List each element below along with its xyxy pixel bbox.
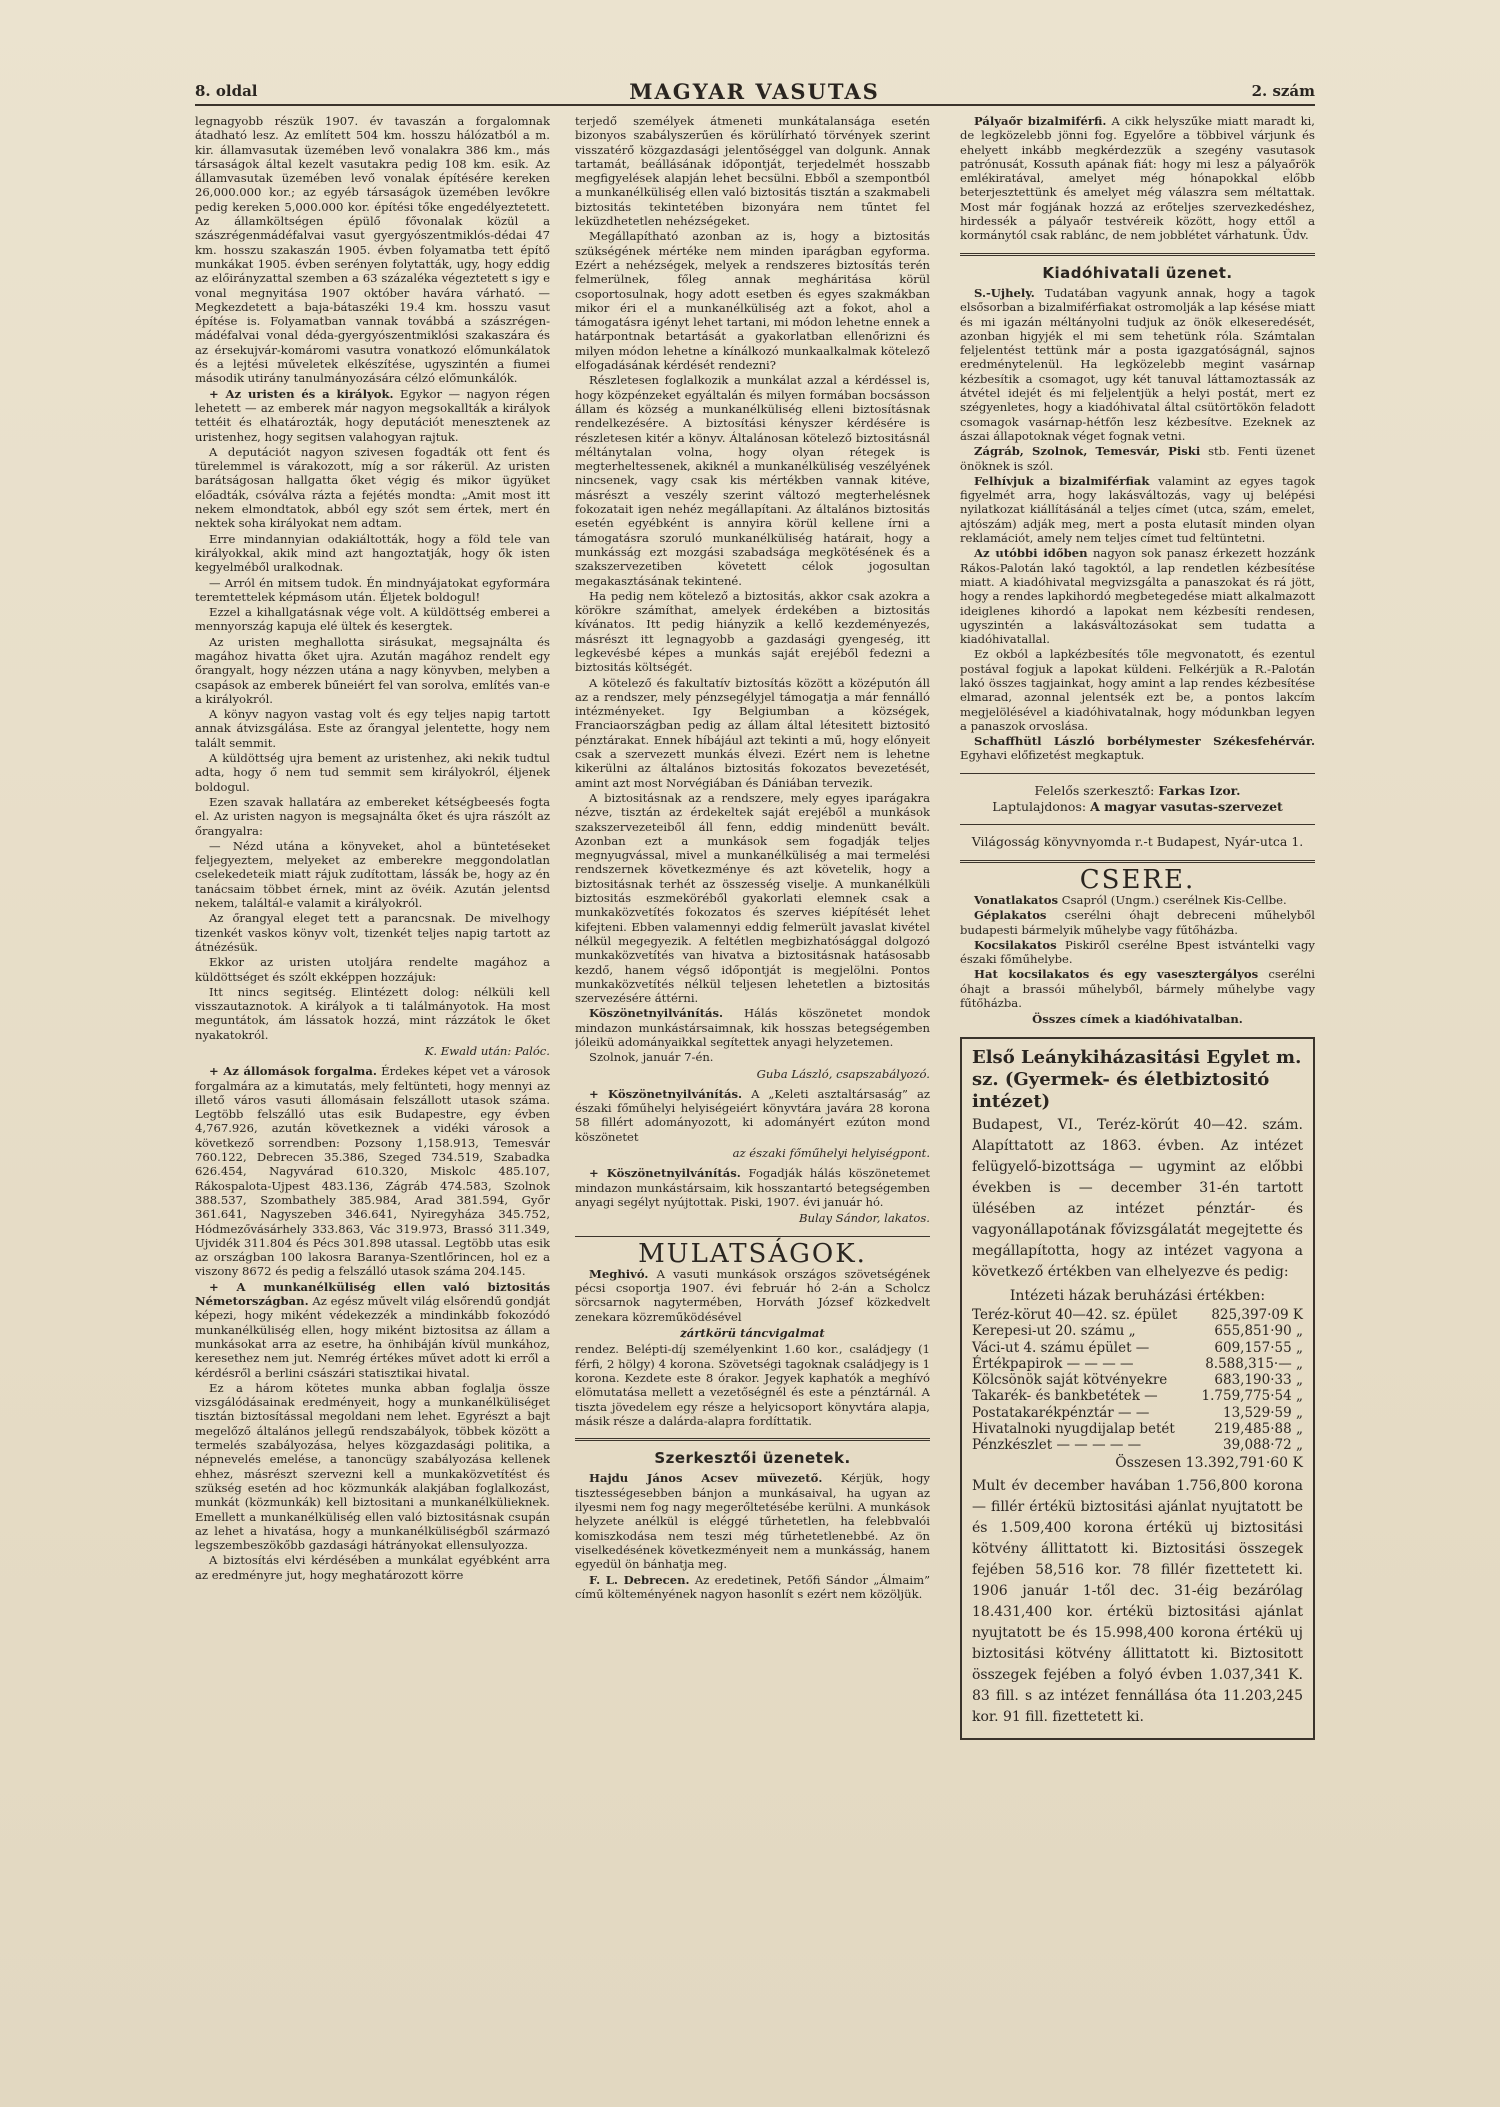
page-number: 8. oldal — [195, 82, 258, 100]
article-heading: + Az uristen és a királyok. — [209, 386, 394, 401]
office-text: Tudatában vagyunk annak, hogy a tagok elsősorban a bizalmiférfiakat ostromolják a lap késése miatt és mi igazán méltányolni tudjuk az önök elkeseredését, azonban higyjék el mi sem tehetünk róla. Számtalan feljelentést tettünk már a posta igazgatóságnál, sajnos eredménytelenül. Ha legközelebb megint vasárnap kézbesítik a csomagot, ugy két tanuval láttamoztassák az átvétel idejét és mi feljelentjük a helyi postát, mert ez szégyenletes, hogy a kiadóhivatal által csütörtökön feladott csomagok vasárnap-hétfőn lesz kézbesítve. Ezeknek az ászai állapotoknak véget fognak vetni. — [960, 285, 1315, 443]
ad-title: Első Leánykiházasitási Egylet m. sz. (Gyermek- és életbiztositó intézet) — [972, 1046, 1302, 1112]
office-heading: Felhívjuk a bizalmiférfiak — [974, 473, 1150, 488]
editorial-paragraph — [575, 1471, 930, 1571]
ad-asset-value: 13,529·59 „ — [1223, 1404, 1303, 1421]
article-paragraph: Megállapítható azonban az is, hogy a biztositás szükségének mértéke nem minden iparágban egyforma. Ezért a nehézségek, melyek a rendszeres biztosítás terén felmerülnek, főleg annak megháritása körül csoportosulnak, hogy adott esetben és egyes szakmákban mikor éri el a munkanélküliség azt a fokot, ahol a támogatásra igényt lehet tartani, mi módon lehetne ennek a határpontnak betartását a gyakorlatban ellenőrizni és milyen módon lehetne a kínálkozó munkaalkalmak kötelező elfogadásának kérdését rendezni? — [575, 229, 930, 373]
ad-asset-label: Teréz-körut 40—42. sz. épület — [972, 1306, 1178, 1323]
exchange-heading: Hat kocsilakatos és egy vasesztergályos — [974, 967, 1259, 982]
notice-text: Hálás köszönetet mondok mindazon munkástársaimnak, kik hosszas betegségemben jóleikü adományaikkal segítettek anyagi helyzetemen. — [575, 1006, 930, 1049]
editorial-text: Az eredetinek, Petőfi Sándor „Álmaim” című költeményének nagyon hasonlít s ezért nem közöljük. — [575, 1572, 930, 1601]
section-divider — [960, 773, 1315, 774]
owner-name: A magyar vasutas-szervezet — [1090, 799, 1283, 815]
ad-asset-label: Kölcsönök saját kötvényekre — [972, 1372, 1168, 1389]
notice-signature: az északi főműhelyi helyiségpont. — [732, 1146, 930, 1161]
exchange-heading: Kocsilakatos — [974, 937, 1057, 952]
article-paragraph: A biztosítás elvi kérdésében a munkálat egyébként arra az eredményre jut, hogy meghatározott körre — [195, 1553, 550, 1582]
column-3 — [960, 114, 1315, 2074]
section-divider — [575, 1236, 930, 1237]
notice-text: A „Keleti asztaltársaság” az északi főműhelyi helyiségeiért könyvtára javára 28 korona 58 fillért adományozott, ki adományért ezúton mond köszönetet — [575, 1086, 930, 1144]
editorial-heading: Pályaőr bizalmiférfi. — [974, 114, 1107, 128]
event-text: A vasuti munkások országos szövetségének pécsi csoportja 1907. évi február hó 2-án a Scholcz sörcsarnok nagytermében, Horváth József közkedvelt zenekara közreműködésével — [575, 1266, 930, 1324]
editorial-heading: F. L. Debrecen. — [589, 1572, 690, 1587]
article-paragraph: — Nézd utána a könyveket, ahol a büntetéseket feljegyeztem, melyeket az emberekre meggondolatlan cselekedeteik miatt rájuk zudítottam, lássák be, hogy az én tanácsaim többet érnek, mint az övéik. Azután jelentsd nekem, találtál-e valamit a királyokról. — [195, 838, 550, 911]
notice-heading: + Köszönetnyilvánítás. — [589, 1086, 743, 1101]
article-paragraph: Ekkor az uristen utoljára rendelte magához a küldöttséget és szólt ekképpen hozzájuk: — [195, 955, 550, 984]
ad-asset-row — [972, 1356, 1303, 1372]
ad-asset-label: Postatakarékpénztár — — — [972, 1404, 1150, 1421]
printer-line: Világosság könyvnyomda r.-t Budapest, Nyár-utca 1. — [971, 834, 1304, 850]
editorial-text: A cikk helyszűke miatt maradt ki, de legközelebb jönni fog. Egyelőre a többivel várjunk és ehelyett inkább megkérdezzük a szegény vasutasok patrónusát, Kossuth apának fiát: hogy mi lesz a pályaőrök emlékiratával, amelyet még hónapokkal előbb beterjesztettünk és amelyet még válaszra sem méltattak. Most már fogjának hozzá az erőteljes szervezkedéshez, hirdessék a pályaőr testvéreik között, hogy ettől a kormánytól csak rablánc, de nem jobblétet várhatunk. Üdv. — [960, 114, 1315, 243]
notice-paragraph — [575, 1006, 930, 1049]
exchange-paragraph — [960, 893, 1315, 907]
event-paragraph — [575, 1267, 930, 1324]
ad-asset-label: Hivatalnoki nyugdijalap betét — [972, 1421, 1175, 1437]
editor-name: Farkas Izor. — [1158, 782, 1241, 798]
ad-asset-row — [972, 1340, 1303, 1356]
ad-total: Összesen 13.392,791·60 K — [1115, 1454, 1303, 1471]
ad-asset-label: Kerepesi-ut 20. számu „ — [972, 1323, 1136, 1340]
section-divider — [960, 860, 1315, 863]
ad-asset-label: Takarék- és bankbetétek — — [972, 1388, 1158, 1405]
exchange-paragraph — [960, 967, 1315, 1010]
office-paragraph — [960, 286, 1315, 443]
section-title-kiadohivatali: Kiadóhivatali üzenet. — [1042, 263, 1233, 282]
article-paragraph: legnagyobb részük 1907. év tavaszán a forgalomnak átadható lesz. Az említett 504 km. hosszu hálózatból a m. kir. államvasutak üzemében levő vonalakra 386 km., más társaságok által kezelt vasutakra pedig 108 km. esik. Az államvasutak üzemében levő vonalak építésére kereken 26,000.000 kor.; az egyéb társaságok üzemében levőkre pedig kereken 5,000.000 kor. építési tőke engedélyeztetett. Az államköltségen épülő fővonalak közül a szászrégenmádéfalvai vasut gyergyószentmiklós-dédai 47 km. hosszu szakaszán 1905. évben folyamatba tett építő munkákat 1905. évben serényen folytatták, ugy, hogy eddig az előirányzattal szemben a 63 százaléka végeztetett s igy e vonal megnyitása 1907 október havára várható. — Megkezdetett a baja-bátaszéki 19.4 km. hosszu vasut építése is. Folyamatban vannak továbbá a szászrégen-mádéfalvai vonal déda-gyergyószentmiklósi szakaszára és az érsekujvár-komáromi vasutra vonatkozó előmunkálatok és a lejtési műveletek elkészítése, ugyszintén a fiumei második utirány tanulmányozására célzó előmunkálók. — [195, 114, 550, 386]
issue-number: 2. szám — [1251, 82, 1315, 100]
ad-asset-row — [972, 1307, 1303, 1323]
editorial-heading: Hajdu János Acsev müvezető. — [589, 1471, 823, 1486]
notice-heading: + Köszönetnyilvánítás. — [589, 1166, 741, 1181]
ad-asset-label: Értékpapirok — — — — — [972, 1355, 1134, 1372]
notice-paragraph: Szolnok, január 7-én. — [589, 1050, 714, 1065]
ad-asset-row — [972, 1388, 1303, 1404]
notice-signature: Guba László, csapszabályozó. — [756, 1066, 930, 1081]
office-paragraph — [960, 546, 1315, 646]
article-paragraph: A kötelező és fakultatív biztosítás között a középutón áll az a rendszer, mely pénzsegélyjel támogatja a már fennálló intézményeket. Igy Belgiumban a községek, Franciaországban pedig az állam által létesitett biztositó pénztárakat. Ennek híbájául azt tekinti a mű, hogy előnyeit csak a szervezett munkás élvezi. Ezért nem is lehetne kikerülni az általános biztositás fokozatos bevezetését, amint azt most Norvégiában és Dániában tervezik. — [575, 675, 930, 790]
ad-body: Budapest, VI., Teréz-körút 40—42. szám. Alapíttatott az 1863. évben. Az intézet felügyelő-bizottsága — ugymint az előbbi években is — december 31-én tartott ülésében az intézet pénztár- és vagyonállapotának fővizsgálatát megejtette és megállapította, hogy az intézet vagyona a következő értékben van elhelyezve és pedig: — [972, 1116, 1303, 1280]
editor-label: Felelős szerkesztő: — [1034, 782, 1155, 798]
exchange-heading: Vonatlakatos — [974, 892, 1059, 907]
notice-text: Fogadják hálás köszönetemet mindazon munkástársaim, kik hosszantartó betegségemben anyagi segélyt nyújtottak. Piski, 1907. évi január hó. — [575, 1166, 930, 1209]
section-divider — [960, 253, 1315, 256]
ad-asset-value: 825,397·09 K — [1211, 1306, 1303, 1323]
exchange-text: cserélni óhajt debreceni műhelyből budapesti bármelyik műhelybe vagy fűtőházba. — [960, 908, 1315, 937]
ad-asset-value: 655,851·90 „ — [1214, 1323, 1303, 1340]
notice-heading: Köszönetnyilvánítás. — [589, 1006, 724, 1021]
section-divider — [575, 1438, 930, 1441]
office-paragraph — [960, 734, 1315, 763]
article-text: Érdekes képet vet a városok forgalmára az a kimutatás, mely feltünteti, hogy mennyi az illető város vasuti állomásain felszállott utasok száma. Legtöbb felszálló utas esik Budapestre, egy évben 4,767.926, azután következnek a vidéki városok a következő sorrendben: Pozsony 1,158.913, Temesvár 760.122, Debrecen 35.386, Szeged 734.519, Szabadka 626.454, Nagyvárad 610.320, Miskolc 485.107, Rákospalota-Ujpest 483.136, Zágráb 474.583, Szolnok 388.537, Szombathely 385.984, Arad 381.594, Győr 361.641, Nagyszeben 346.641, Nyiregyháza 345.752, Hódmezővásárhely 333.863, Vác 319.973, Brassó 311.349, Ujvidék 311.804 és Pécs 301.898 utassal. Legtöbb utas esik az országban 100 lakosra Baranya-Szentlőrincen, hol ez a viszony 8672 és pedig a felszálló utasok száma 204.145. — [195, 1064, 550, 1279]
notice-paragraph — [575, 1087, 930, 1144]
article-paragraph: A könyv nagyon vastag volt és egy teljes napig tartott annak átvizsgálása. Este az őrangyal jelentette, hogy nem talált semmit. — [195, 707, 550, 750]
editorial-paragraph — [575, 1573, 930, 1602]
article-text: Egykor — nagyon régen lehetett — az emberek már nagyon megsokallták a királyok tettéit és elhatározták, hogy deputációt menesztenek az uristenhez, hogy segitsen valahogyan rajtuk. — [195, 386, 550, 444]
ad-asset-label: Pénzkészlet — — — — — — [972, 1437, 1142, 1454]
office-text: nagyon sok panasz érkezett hozzánk Rákos-Palotán lakó tagoktól, a lap rendetlen kézbesítése miatt. A kiadóhivatal megvizsgálta a panaszokat és rá jött, hogy a rendes lapkihordó megbetegedése miatt alkalmazott ideiglenes kihordó a lapokat nem kézbesíti rendesen, ugyszintén a lakásváltozásokat sem tudatta a kiadóhivatallal. — [960, 546, 1315, 647]
owner-line — [960, 800, 1315, 814]
exchange-text: Csapról (Ungm.) cserélnek Kis-Cellbe. — [1058, 892, 1287, 907]
owner-label: Laptulajdonos: — [992, 799, 1087, 815]
exchange-footer: Összes címek a kiadóhivatalban. — [1032, 1012, 1243, 1027]
office-paragraph: Ez okból a lapkézbesítés tőle megvonatott, és ezentul postával fogjuk a lapokat küldeni. Felkérjük a R.-Palotán lakó összes tagjainkat, hogy amint a lap rendes kézbesítése elmarad, azonnal jelentsék ezt be, a pontos lakcím megjelölésével a kiadóhivatalnak, hogy módunkban legyen a panaszok orvoslása. — [960, 647, 1315, 733]
office-heading: Schaffhütl László borbélymester Székesfehérvár. — [974, 734, 1315, 749]
editorial-text: Kérjük, hogy tisztességesebben bánjon a munkásaival, ha ugyan az ilyesmi nem fog nagy megerőltetésébe kerülni. A munkások helyzete anélkül is eléggé tűrhetetlen, ha felebbvalói komiszkodása nem teszi még tűrhetetlenebbé. Az ön viselkedésének következményeit nem a munkásság, hanem egyedül ön bánhatja meg. — [575, 1471, 930, 1572]
ad-asset-row — [972, 1323, 1303, 1339]
ad-asset-row — [972, 1437, 1303, 1453]
ad-asset-value: 39,088·72 „ — [1223, 1437, 1303, 1454]
article-paragraph: Az őrangyal eleget tett a parancsnak. De mivelhogy tizenkét vaskos könyv volt, tizenkét teljes napig tartott az átnézésük. — [195, 911, 550, 954]
ad-assets-table — [972, 1307, 1303, 1454]
ad-asset-row — [972, 1405, 1303, 1421]
exchange-paragraph — [960, 908, 1315, 937]
ad-asset-label: Váci-ut 4. számu épület — — [972, 1339, 1150, 1356]
ad-asset-value: 683,190·33 „ — [1214, 1372, 1303, 1389]
notice-signature: Bulay Sándor, lakatos. — [798, 1211, 930, 1226]
advertisement-box — [960, 1037, 1315, 1740]
event-highlight: zártkörü táncvigalmat — [680, 1326, 825, 1341]
exchange-text: cserélni óhajt a brassói műhelyből, bármely műhelybe vagy fűtőházba. — [960, 967, 1315, 1011]
article-paragraph: A deputációt nagyon szivesen fogadták ott fent és türelemmel is várakozott, míg a sor rákerül. Az uristen barátságosan hallgatta őket végig és mikor ügyüket előadták, csóválva rázta a fejétés mondta: „Amit most itt nekem elmondtatok, abból egy szót sem értek, mert én nektek soha királyokat nem adtam. — [195, 444, 550, 531]
ad-asset-value: 609,157·55 „ — [1214, 1339, 1303, 1356]
masthead: MAGYAR VASUTAS — [629, 78, 880, 104]
editor-line — [960, 784, 1315, 798]
article-signature: K. Ewald után: Palóc. — [424, 1044, 550, 1058]
ad-asset-value: 1.759,775·54 „ — [1201, 1388, 1303, 1405]
office-heading: Zágráb, Szolnok, Temesvár, Piski — [974, 444, 1201, 459]
event-heading: Meghivó. — [589, 1266, 649, 1281]
ad-asset-value: 8.588,315·— „ — [1205, 1355, 1303, 1372]
article-paragraph: Az uristen meghallotta sirásukat, megsajnálta és magához hivatta őket ujra. Azután magához rendelt egy őrangyalt, hogy nézzen utána a nagy könyvben, melyben a csapások az emberek bűneiért fel van sorolva, említés van-e a királyokról. — [195, 634, 550, 706]
office-text: Egyhavi előfizetést megkaptuk. — [960, 748, 1145, 763]
section-divider — [960, 824, 1315, 825]
section-title-csere: CSERE. — [1079, 864, 1196, 895]
article-paragraph: Itt nincs segitség. Elintézett dolog: nélküli kell visszautaznotok. A királyok a ti találmányotok. Ha most meguntátok, ám lássatok hozzá, mint rázzátok le őket nyakatokról. — [195, 984, 550, 1042]
article-paragraph: Erre mindannyian odakiáltották, hogy a föld tele van királyokkal, akik mind azt hangoztatják, hogy ők isten kegyelméből uralkodnak. — [195, 531, 550, 575]
office-heading: S.-Ujhely. — [974, 285, 1035, 300]
office-text: stb. Fenti üzenet önöknek is szól. — [960, 444, 1315, 473]
editorial-paragraph — [960, 114, 1315, 243]
exchange-paragraph — [960, 938, 1315, 967]
article-paragraph: Ha pedig nem kötelező a biztositás, akkor csak azokra a körökre számíthat, amelyek érdekében a biztositás kívánatos. Itt pedig hiányzik a kellő kezdeményezés, másrészt itt legnagyobb a gazdasági gyengeség, itt legkevésbé képes a munkás saját erejéből fedezni a biztositás költségét. — [575, 588, 930, 675]
event-paragraph: rendez. Belépti-díj személyenkint 1.60 kor., családjegy (1 férfi, 2 hölgy) 4 korona. Szövetségi tagoknak családjegy is 1 korona. Kezdete este 8 órakor. Jegyek kaphatók a meghívó elömutatása mellett a vezetőségnél és este a pénztárnál. A tiszta jövedelem egy része a helyicsoport könyvtára alapja, másik része a dalárda-alapra fordíttatik. — [575, 1342, 930, 1428]
article-paragraph: terjedő személyek átmeneti munkátalansága esetén bizonyos szabályszerűen és körülírható törvények szerint visszatérő közgazdasági jelentőséggel van dolgunk. Annak tartamát, beállásának időpontját, terjedelmét hosszabb megfigyelések alapján lehet becsülni. Ebből a szempontból a munkanélküliség ellen való biztositás tisztán a szakmabeli biztositás tekintetében bizonyára nem tűntet fel leküzdhetetlen nehézségeket. — [575, 114, 930, 229]
ad-asset-row — [972, 1421, 1303, 1437]
notice-paragraph — [575, 1166, 930, 1209]
exchange-heading: Géplakatos — [974, 908, 1047, 923]
article-heading: + A munkanélküliség ellen való biztositás Németországban. — [195, 1279, 550, 1309]
column-1 — [195, 114, 550, 2074]
office-paragraph — [960, 474, 1315, 545]
ad-asset-row — [972, 1372, 1303, 1388]
article-paragraph — [195, 1064, 550, 1278]
page-header — [195, 78, 1315, 106]
column-2 — [575, 114, 930, 2074]
article-paragraph: Részletesen foglalkozik a munkálat azzal a kérdéssel is, hogy közpénzeket egyáltalán és milyen formában bocsásson állam és község a munkanélküliség elleni biztosításnak rendelkezésére. A biztosítási kényszer kérdésére is részletesen kitér a könyv. Általánosan kötelező biztositásnál méltánytalan volna, hogy olyan rétegek is megterheltessenek, akiknél a munkanélküliség veszélyének nincsenek, vagy csak kis mértékben vannak kitéve, másrészt a veszély szerint változó megterhelésnek fokozatait igen nehéz megállapítani. Az általános biztositás esetén egyébként is annyira körül kellene írni a támogatásra szoruló munkanélküliség határait, hogy a munkásság ezt mozgási szabadsága megkötésének és a szakszervezetiben követett célok jogosultan megakasztásának tekintené. — [575, 373, 930, 588]
office-text: valamint az egyes tagok figyelmét arra, hogy lakásváltozás, vagy uj belépési nyilatkozat kiállításánál a teljes címet (utca, szám, emelet, ajtószám) adják meg, mert a posta elutasít minden olyan reklamációt, amely nem teljes címet tud feltüntetni. — [960, 473, 1315, 546]
section-title-mulatsagok: MULATSÁGOK. — [638, 1238, 867, 1269]
article-heading: + Az állomások forgalma. — [209, 1064, 377, 1079]
article-paragraph: A biztositásnak az a rendszere, mely egyes iparágakra nézve, tisztán az érdekeltek saját erejéből a munkások szakszervezeteiből áll fenn, eddig mindenütt bevált. Azonban ezt a munkások sem fogadják teljes megnyugvással, mivel a munkanélküliség a mai termelési rendszernek következménye és azt követelik, hogy a biztositásnak terhét az összesség viselje. A munkanélküli biztositás eszmeköréből gyakorlati elemnek csak a munkaközvetítés fokozatos és szerves kiépítését lehet kifejteni. Ebben valamennyi eddig felmerült javaslat kivétel nélkül megegyezik. A feltétlen megbizhatósággal dolgozó munkaközvetítés van hivatva a biztositásnak hatásosabb kezdő, hanem végső időpontját is megjelölni. Pontos munkaközvetítés nélkül teljesen lehetetlen a biztositás szervezésére áttérni. — [575, 790, 930, 1006]
ad-footer: Mult év december havában 1.756,800 korona — fillér értékü biztositási ajánlat nyujtatott be és 1.509,400 korona értékü uj biztositási kötvény állittatott ki. Biztositási összegek fejében 58,516 kor. 78 fillér fizettetett ki. 1906 január 1-től dec. 31-éig bezárólag 18.431,400 kor. értékü biztositási ajánlat nyujtatott be és 15.998,400 korona értékü uj biztositási kötvény állittatott ki. Biztositott összegek fejében a folyó évben 1.037,341 K. 83 fill. s az intézet fennállása óta 11.203,245 kor. 91 fill. fizettetett ki. — [972, 1477, 1303, 1725]
section-title-szerkesztoi: Szerkesztői üzenetek. — [654, 1449, 851, 1468]
article-paragraph — [195, 387, 550, 444]
office-paragraph — [960, 444, 1315, 473]
article-paragraph — [195, 1280, 550, 1380]
article-paragraph: — Arról én mitsem tudok. Én mindnyájatokat egyformára teremtettelek képmásom után. Éljetek boldogul! — [195, 575, 550, 604]
article-paragraph: Ezzel a kihallgatásnak vége volt. A küldöttség emberei a mennyország kapuja elé ültek és kesergtek. — [195, 605, 550, 634]
office-heading: Az utóbbi időben — [974, 546, 1088, 561]
article-paragraph: Ez a három kötetes munka abban foglalja össze vizsgálódásainak eredményeit, hogy a munkanélküliséget tisztán biztosítással megoldani nem lehet. Egyrészt a bajt megelőző általános jellegű rendszabályok, többek között a termelés szabályozása, helyes közgazdasági politika, a népnevelés emelése, a tanoncügy szabályozása kellenek ehhez, másrészt szervezni kell a munkaközvetítést és szükség esetén ad hoc közmunkák alakjában foglalkozást, munkát (közmunkák) kell biztositani a munkanélkülieknek. Emellett a munkanélküliség ellen való biztositásnak csupán az lehet a hivatása, hogy a munkanélküliségből származó legszembeszökőbb gazdasági hátrányokat ellensulyozza. — [195, 1380, 550, 1553]
exchange-text: Piskiről cserélne Bpest istvántelki vagy északi főműhelybe. — [960, 937, 1315, 967]
article-paragraph: A küldöttség ujra bement az uristenhez, aki nekik tudtul adta, hogy ő nem tud semmit sem királyokról, éljenek boldogul. — [195, 751, 550, 794]
article-text: Az egész művelt világ elsőrendű gondját képezi, hogy miként védekezzék a mindinkább fokozódó munkanélküliség ellen, hogy miként biztositsa az állam a munkásokat arra az esetre, ha önhibáján kívül munkához, keresethez nem jut. Nemrég értékes művet adott ki erről a kérdésről a berlini császári statisztikai hivatal. — [195, 1294, 550, 1380]
article-paragraph: Ezen szavak hallatára az embereket kétségbeesés fogta el. Az uristen nagyon is megsajnálta őket és ujra rászólt az őrangyalra: — [195, 794, 550, 838]
ad-table-intro: Intézeti házak beruházási értékben: — [1009, 1287, 1266, 1304]
ad-asset-value: 219,485·88 „ — [1214, 1421, 1303, 1437]
